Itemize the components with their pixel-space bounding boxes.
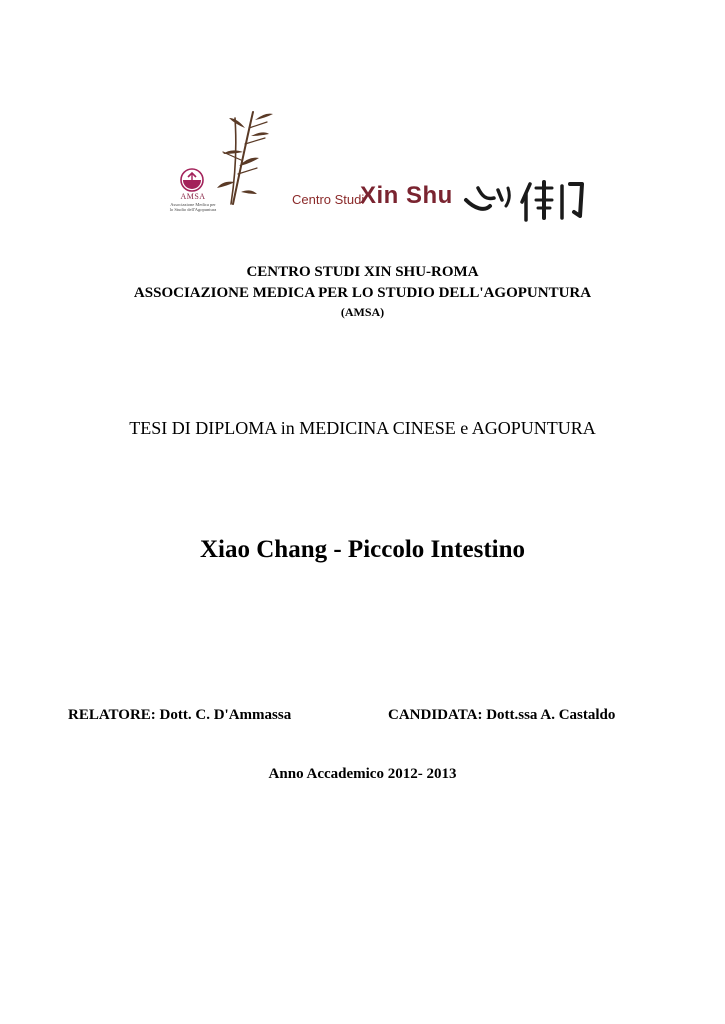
amsa-name: AMSA [180, 192, 206, 201]
org-line-3: (AMSA) [340, 305, 385, 319]
academic-year: Anno Accademico 2012- 2013 [268, 766, 457, 782]
thesis-title: Xiao Chang - Piccolo Intestino [200, 536, 525, 563]
thesis-subtitle: TESI DI DIPLOMA in MEDICINA CINESE e AGOPUNTURA [129, 418, 596, 438]
org-line-2: ASSOCIAZIONE MEDICA PER LO STUDIO DELL'AGOPUNTURA [133, 285, 592, 301]
org-line-1: CENTRO STUDI XIN SHU-ROMA [246, 264, 479, 280]
xinshu-label: Xin Shu [360, 182, 453, 209]
xinshu-logo [292, 178, 622, 218]
calligraphy-icon [460, 178, 605, 222]
relatore-line: RELATORE: Dott. C. D'Ammassa [68, 707, 292, 723]
logo-header [0, 100, 725, 240]
centro-studi-label: Centro Studi [292, 192, 365, 207]
amsa-emblem-icon [180, 168, 204, 192]
amsa-subtitle: Associazione Medica per lo Studio dell'Agopuntura [169, 202, 217, 212]
candidata-line: CANDIDATA: Dott.ssa A. Castaldo [388, 707, 616, 723]
bamboo-icon [205, 108, 275, 208]
